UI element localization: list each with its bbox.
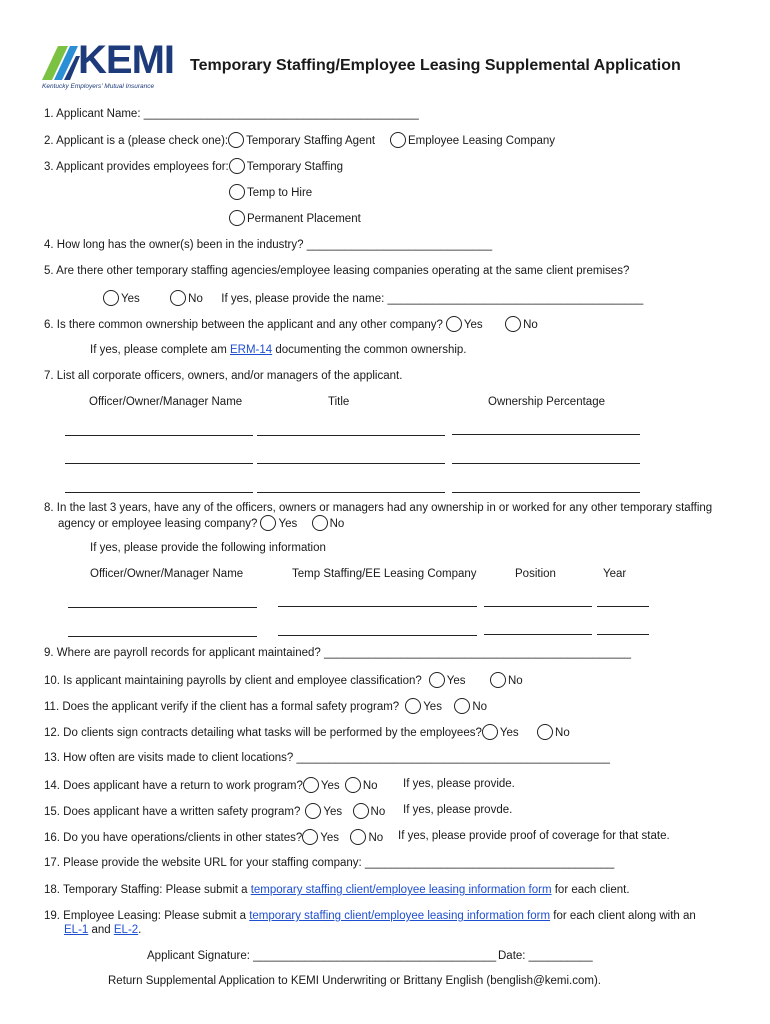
- q6-followup-pre: If yes, please complete am: [90, 344, 230, 356]
- kemi-logo: [40, 38, 190, 94]
- q14-label: 14. Does applicant have a return to work program?: [44, 780, 303, 793]
- q8-label-1: 8. In the last 3 years, have any of the officers, owners or managers had any ownership in or worked for any other temporary staffing: [44, 502, 713, 514]
- q14-no-label: No: [362, 780, 378, 793]
- radio-q10-no[interactable]: [490, 672, 506, 688]
- q18-row: [44, 884, 630, 896]
- q5-no-label: No: [188, 293, 203, 306]
- applicant-signature[interactable]: Applicant Signature: ______________________________________: [147, 950, 497, 962]
- el-2-link[interactable]: EL-2: [113, 924, 139, 936]
- q11-label: 11. Does the applicant verify if the client has a formal safety program?: [44, 701, 400, 714]
- radio-temp-to-hire[interactable]: [229, 184, 245, 200]
- q4-industry-years[interactable]: 4. How long has the owner(s) been in the industry? _____________________________: [44, 239, 493, 251]
- q6-no-label: No: [523, 319, 538, 332]
- q8-col-name: Officer/Owner/Manager Name: [90, 568, 244, 580]
- q19-end: .: [138, 924, 142, 936]
- q13-visit-frequency[interactable]: 13. How often are visits made to client locations? _________________________________________________: [44, 752, 610, 764]
- q8-yes-label: Yes: [278, 518, 298, 531]
- q16-yes-label: Yes: [320, 832, 340, 845]
- q15-yes-label: Yes: [323, 806, 343, 819]
- signature-date[interactable]: Date: __________: [498, 950, 593, 962]
- radio-q11-no[interactable]: [454, 698, 470, 714]
- radio-q16-yes[interactable]: [302, 829, 318, 845]
- q7-label: 7. List all corporate officers, owners, and/or managers of the applicant.: [44, 370, 403, 382]
- q5-yes-label: Yes: [121, 293, 140, 306]
- q8-line-year-1[interactable]: [597, 606, 649, 607]
- q8-col-company: Temp Staffing/EE Leasing Company: [292, 568, 477, 580]
- radio-temporary-staffing-agent[interactable]: [228, 132, 244, 148]
- q3-opt2-row: [229, 185, 312, 201]
- q7-line-title-3[interactable]: [257, 492, 445, 493]
- q7-line-name-2[interactable]: [65, 463, 253, 464]
- q12-yes-label: Yes: [499, 727, 519, 740]
- q15-row: [44, 804, 385, 820]
- radio-q6-no[interactable]: [505, 316, 521, 332]
- q5-followup[interactable]: If yes, please provide the name: ________________________________________: [221, 293, 644, 306]
- q18-post: for each client.: [551, 884, 630, 896]
- radio-q15-yes[interactable]: [305, 803, 321, 819]
- q16-followup: If yes, please provide proof of coverage for that state.: [398, 830, 670, 842]
- erm-14-link[interactable]: ERM-14: [229, 344, 273, 356]
- radio-q8-no[interactable]: [312, 515, 328, 531]
- q14-yes-label: Yes: [320, 780, 340, 793]
- q19-and: and: [88, 924, 114, 936]
- q15-followup: If yes, please provde.: [403, 804, 513, 816]
- q10-row: [44, 673, 523, 689]
- q15-no-label: No: [370, 806, 386, 819]
- q12-row: [44, 725, 570, 741]
- q6-label: 6. Is there common ownership between the applicant and any other company?: [44, 319, 443, 332]
- logo-tagline: Kentucky Employers' Mutual Insurance: [42, 83, 155, 90]
- q8-row: [58, 516, 344, 532]
- q14-row: [44, 778, 378, 794]
- radio-temporary-staffing[interactable]: [229, 158, 245, 174]
- q17-website-url[interactable]: 17. Please provide the website URL for your staffing company: _______________________________________: [44, 857, 615, 869]
- q3-opt3-label: Permanent Placement: [247, 213, 361, 226]
- q16-label: 16. Do you have operations/clients in other states?: [44, 832, 303, 845]
- q19-row: [44, 910, 696, 922]
- radio-permanent-placement[interactable]: [229, 210, 245, 226]
- q2-opt1-label: Temporary Staffing Agent: [246, 135, 376, 148]
- q6-followup-post: documenting the common ownership.: [272, 344, 467, 356]
- radio-q12-yes[interactable]: [482, 724, 498, 740]
- q7-col-title: Title: [328, 396, 350, 408]
- radio-q10-yes[interactable]: [429, 672, 445, 688]
- q7-line-title-1[interactable]: [257, 435, 445, 436]
- q8-line-year-2[interactable]: [597, 634, 649, 635]
- radio-q8-yes[interactable]: [260, 515, 276, 531]
- q2-opt2-row: [390, 133, 555, 149]
- q11-yes-label: Yes: [423, 701, 442, 714]
- q19-row-2: [64, 924, 141, 936]
- q9-payroll-location[interactable]: 9. Where are payroll records for applicant maintained? ________________________________________________: [44, 647, 631, 659]
- radio-q14-yes[interactable]: [303, 777, 319, 793]
- q12-no-label: No: [555, 727, 570, 740]
- q2-label: 2. Applicant is a (please check one):: [44, 135, 229, 148]
- q3-opt1-label: Temporary Staffing: [246, 161, 344, 174]
- q8-line-company-2[interactable]: [278, 635, 477, 636]
- q19-pre: 19. Employee Leasing: Please submit a: [44, 910, 250, 922]
- q8-followup: If yes, please provide the following information: [90, 542, 326, 554]
- q8-col-position: Position: [515, 568, 556, 580]
- q7-line-pct-2[interactable]: [452, 463, 640, 464]
- q10-yes-label: Yes: [446, 675, 466, 688]
- q3-label: 3. Applicant provides employees for:: [44, 161, 229, 174]
- q18-info-form-link[interactable]: temporary staffing client/employee leasing information form: [250, 884, 552, 896]
- q2-row: [44, 133, 375, 149]
- q8-line-position-1[interactable]: [484, 606, 592, 607]
- q1-applicant-name[interactable]: 1. Applicant Name: ___________________________________________: [44, 108, 419, 120]
- q3-opt2-label: Temp to Hire: [247, 187, 313, 200]
- q7-line-title-2[interactable]: [257, 463, 445, 464]
- radio-q12-no[interactable]: [537, 724, 553, 740]
- q6-yes-label: Yes: [463, 319, 483, 332]
- logo-mark-icon: [40, 46, 80, 80]
- footer-return-note: Return Supplemental Application to KEMI Underwriting or Brittany English (benglish@kemi.com).: [108, 975, 601, 987]
- radio-q14-no[interactable]: [345, 777, 361, 793]
- q7-line-pct-1[interactable]: [452, 434, 640, 435]
- radio-q5-no[interactable]: [170, 290, 186, 306]
- radio-employee-leasing-company[interactable]: [390, 132, 406, 148]
- q2-opt2-label: Employee Leasing Company: [408, 135, 556, 148]
- q16-row: [44, 830, 383, 846]
- q19-post: for each client along with an: [550, 910, 696, 922]
- q15-label: 15. Does applicant have a written safety program?: [44, 806, 301, 819]
- q6-row: [44, 317, 538, 333]
- q8-line-name-2[interactable]: [68, 636, 257, 637]
- q18-pre: 18. Temporary Staffing: Please submit a: [44, 884, 251, 896]
- radio-q16-no[interactable]: [350, 829, 366, 845]
- q8-no-label: No: [329, 518, 345, 531]
- q10-label: 10. Is applicant maintaining payrolls by client and employee classification?: [44, 675, 422, 688]
- q16-no-label: No: [368, 832, 384, 845]
- q6-followup: [90, 344, 467, 356]
- page-title: Temporary Staffing/Employee Leasing Supplemental Application: [190, 57, 681, 74]
- q7-line-name-1[interactable]: [65, 435, 253, 436]
- q5-label: 5. Are there other temporary staffing agencies/employee leasing companies operating at the same client premises?: [44, 265, 630, 277]
- q7-col-percentage: Ownership Percentage: [488, 396, 605, 408]
- q8-line-position-2[interactable]: [484, 634, 592, 635]
- q11-row: [44, 699, 487, 715]
- q8-label-2: agency or employee leasing company?: [58, 518, 258, 531]
- radio-q15-no[interactable]: [353, 803, 369, 819]
- q7-line-name-3[interactable]: [65, 492, 253, 493]
- q3-row: [44, 159, 343, 175]
- q11-no-label: No: [472, 701, 488, 714]
- radio-q11-yes[interactable]: [405, 698, 421, 714]
- q7-line-pct-3[interactable]: [452, 492, 640, 493]
- q8-col-year: Year: [603, 568, 627, 580]
- q5-answer-row: [103, 291, 643, 307]
- q14-followup: If yes, please provide.: [403, 778, 515, 790]
- q19-info-form-link[interactable]: temporary staffing client/employee leasing information form: [249, 910, 551, 922]
- q12-label: 12. Do clients sign contracts detailing what tasks will be performed by the employees?: [44, 727, 482, 740]
- logo-text: KEMI: [78, 38, 174, 82]
- q10-no-label: No: [507, 675, 523, 688]
- q8-line-company-1[interactable]: [278, 606, 477, 607]
- q3-opt3-row: [229, 211, 361, 227]
- radio-q6-yes[interactable]: [446, 316, 462, 332]
- q7-col-name: Officer/Owner/Manager Name: [89, 396, 243, 408]
- el-1-link[interactable]: EL-1: [64, 924, 89, 936]
- radio-q5-yes[interactable]: [103, 290, 119, 306]
- q8-line-name-1[interactable]: [68, 607, 257, 608]
